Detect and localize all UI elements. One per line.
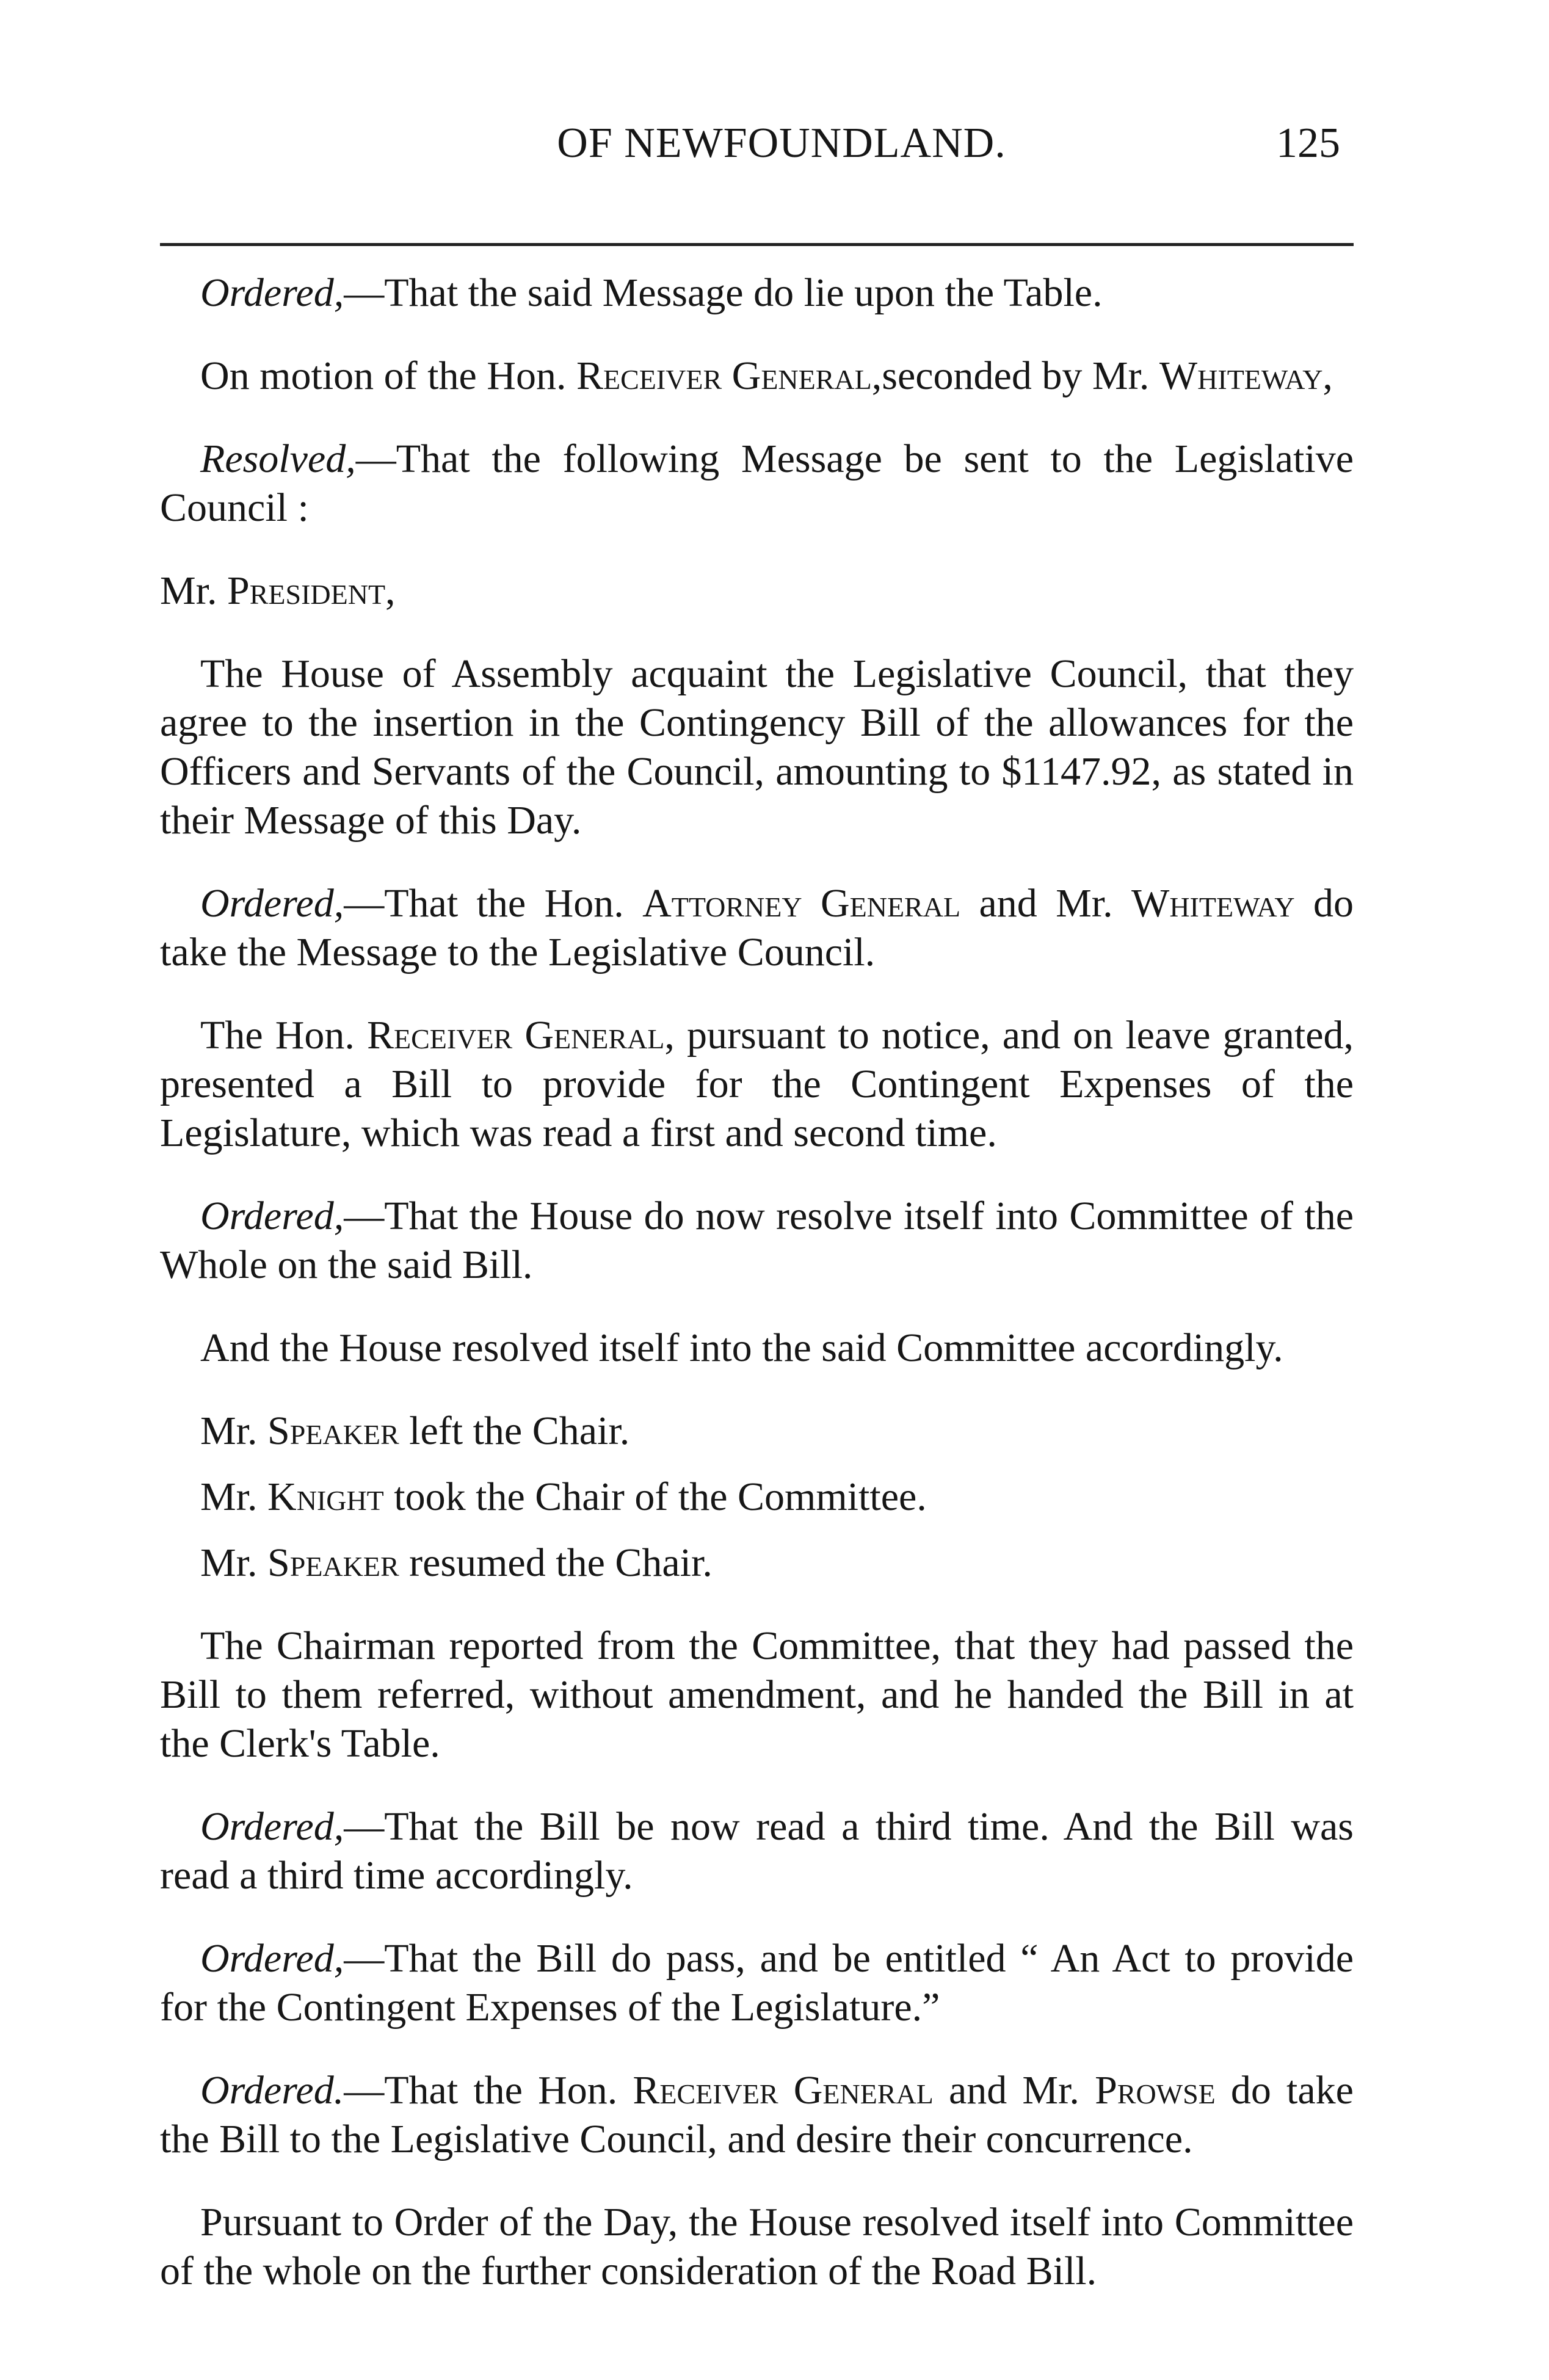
paragraph-text: The Chairman reported from the Committee, that they had passed the Bill to them referred, without amendment, and he handed the Bill in at the Clerk's Table. — [160, 1624, 1354, 1766]
whiteway: Whiteway, — [1159, 354, 1333, 398]
paragraph-text: —That the said Message do lie upon the Table. — [344, 270, 1103, 315]
paragraph-ordered-3 — [160, 1192, 1354, 1290]
paragraph-text: And the House resolved itself into the said Committee accordingly. — [200, 1326, 1283, 1370]
paragraph-ordered-1 — [160, 269, 1354, 317]
paragraph-ordered-6 — [160, 2066, 1354, 2164]
running-title: OF NEWFOUNDLAND. — [557, 120, 1006, 167]
attorney-general: Attorney General — [642, 881, 961, 926]
paragraph-text: Mr. — [160, 568, 228, 613]
paragraph-bill-presented — [160, 1011, 1354, 1158]
paragraph-text: seconded by Mr. — [882, 354, 1159, 398]
prowse: Prowse — [1095, 2068, 1216, 2113]
speaker: Speaker — [267, 1409, 399, 1453]
paragraph-text: The Hon. — [200, 1013, 367, 1058]
knight: Knight — [267, 1475, 384, 1519]
paragraph-text: —That the Bill do pass, and be entitled “ An Act to provide for the Contingent Expenses of the Legislature.” — [160, 1936, 1354, 2030]
paragraph-text: do take the Bill to the Legislative Council, and desire their concurrence. — [160, 2068, 1354, 2161]
paragraph-motion — [160, 352, 1354, 401]
paragraph-knight — [160, 1473, 1354, 1522]
paragraph-road-bill — [160, 2198, 1354, 2296]
header-rule — [160, 243, 1354, 246]
paragraph-text: took the Chair of the Committee. — [383, 1475, 927, 1519]
paragraph-text: —That the Hon. — [344, 881, 643, 926]
paragraph-text: On motion of the Hon. — [200, 354, 576, 398]
ordered-lead: Ordered, — [200, 1194, 344, 1238]
page-number: 125 — [1276, 120, 1340, 167]
ordered-lead: Ordered. — [200, 2068, 344, 2113]
paragraph-text: Mr. — [200, 1409, 268, 1453]
paragraph-text: and Mr. — [933, 2068, 1095, 2113]
page-header — [0, 107, 1549, 180]
paragraph-message — [160, 650, 1354, 845]
paragraph-chairman-report — [160, 1622, 1354, 1768]
paragraph-text: —That the Bill be now read a third time. And the Bill was read a third time accordingly. — [160, 1804, 1354, 1898]
paragraph-text: do take the Message to the Legislative Council. — [160, 881, 1354, 974]
paragraph-text: pursuant to notice, and on leave granted, presented a Bill to provide for the Contingent Expenses of the Legislature, which was read a first and second time. — [160, 1013, 1354, 1155]
paragraph-text: resumed the Chair. — [399, 1540, 713, 1585]
resolved-lead: Resolved, — [200, 437, 356, 481]
paragraph-speaker-resumed — [160, 1539, 1354, 1587]
paragraph-committee — [160, 1324, 1354, 1373]
paragraph-text: —That the House do now resolve itself into Committee of the Whole on the said Bill. — [160, 1194, 1354, 1287]
paragraph-text: —That the following Message be sent to the Legislative Council : — [160, 437, 1354, 530]
receiver-general: Receiver General, — [367, 1013, 675, 1058]
paragraph-text: and Mr. — [960, 881, 1132, 926]
president: President, — [227, 568, 396, 613]
paragraph-ordered-4 — [160, 1802, 1354, 1900]
paragraph-resolved — [160, 435, 1354, 532]
ordered-lead: Ordered, — [200, 270, 344, 315]
paragraph-text: Mr. — [200, 1540, 268, 1585]
paragraph-text: Pursuant to Order of the Day, the House resolved itself into Committee of the whole on the further consideration of the Road Bill. — [160, 2200, 1354, 2293]
ordered-lead: Ordered, — [200, 1936, 344, 1981]
receiver-general: Receiver General — [633, 2068, 934, 2113]
speaker: Speaker — [267, 1540, 399, 1585]
paragraph-speaker-left — [160, 1407, 1354, 1456]
ordered-lead: Ordered, — [200, 1804, 344, 1849]
whiteway: Whiteway — [1131, 881, 1295, 926]
paragraph-ordered-2 — [160, 879, 1354, 977]
paragraph-text: —That the Hon. — [344, 2068, 633, 2113]
paragraph-text: left the Chair. — [399, 1409, 630, 1453]
paragraph-text: Mr. — [200, 1475, 268, 1519]
paragraph-ordered-5 — [160, 1934, 1354, 2032]
body-text — [160, 269, 1354, 2296]
paragraph-text: The House of Assembly acquaint the Legislative Council, that they agree to the insertion in the Contingency Bill of the allowances for the Officers and Servants of the Council, amounting to $1147.92, as stated in their Message of this Day. — [160, 651, 1354, 843]
receiver-general: Receiver General, — [576, 354, 882, 398]
ordered-lead: Ordered, — [200, 881, 344, 926]
paragraph-address — [160, 567, 1354, 615]
